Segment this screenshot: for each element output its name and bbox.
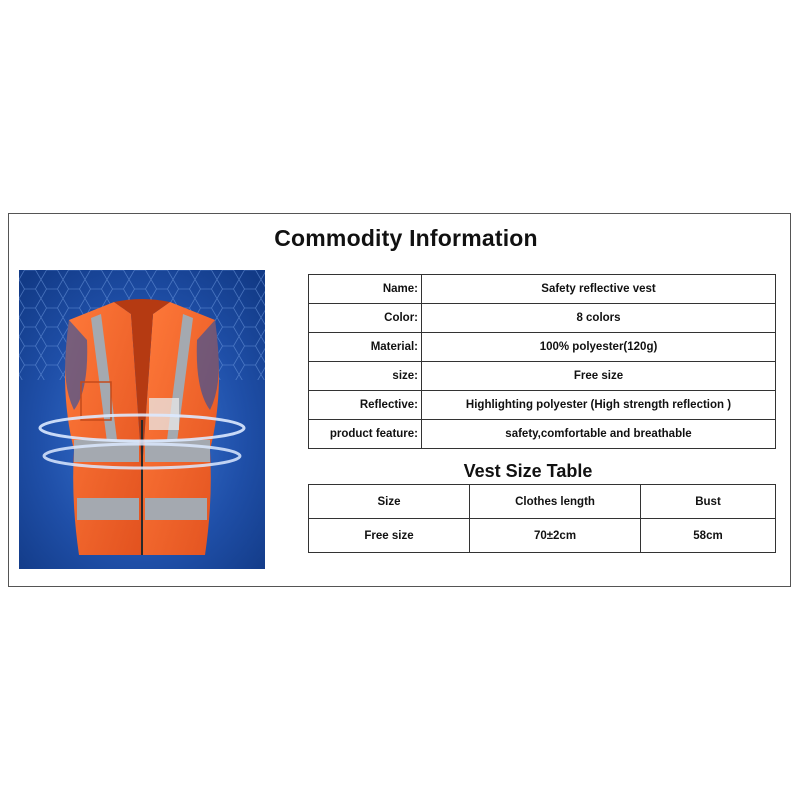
info-value: 100% polyester(120g) xyxy=(422,333,776,362)
info-value: Free size xyxy=(422,362,776,391)
commodity-info-table xyxy=(308,274,776,449)
size-table-header-row xyxy=(309,485,776,519)
info-key: Material: xyxy=(309,333,422,362)
info-key: product feature: xyxy=(309,420,422,449)
size-cell: Free size xyxy=(309,519,470,553)
table-row xyxy=(309,519,776,553)
size-cell: 70±2cm xyxy=(470,519,641,553)
product-image-vest xyxy=(19,270,265,569)
size-header: Size xyxy=(309,485,470,519)
info-key: Reflective: xyxy=(309,391,422,420)
table-row xyxy=(309,333,776,362)
info-value: 8 colors xyxy=(422,304,776,333)
size-table xyxy=(308,484,776,553)
info-key: Name: xyxy=(309,275,422,304)
size-header: Bust xyxy=(641,485,776,519)
info-key: Color: xyxy=(309,304,422,333)
info-value: Highlighting polyester (High strength reflection ) xyxy=(422,391,776,420)
table-row xyxy=(309,304,776,333)
table-row xyxy=(309,420,776,449)
table-row xyxy=(309,362,776,391)
table-row xyxy=(309,391,776,420)
size-table-title: Vest Size Table xyxy=(463,461,593,481)
info-value: safety,comfortable and breathable xyxy=(422,420,776,449)
page-title: Commodity Information xyxy=(274,225,538,251)
size-cell: 58cm xyxy=(641,519,776,553)
table-row xyxy=(309,275,776,304)
info-value: Safety reflective vest xyxy=(422,275,776,304)
size-header: Clothes length xyxy=(470,485,641,519)
info-key: size: xyxy=(309,362,422,391)
